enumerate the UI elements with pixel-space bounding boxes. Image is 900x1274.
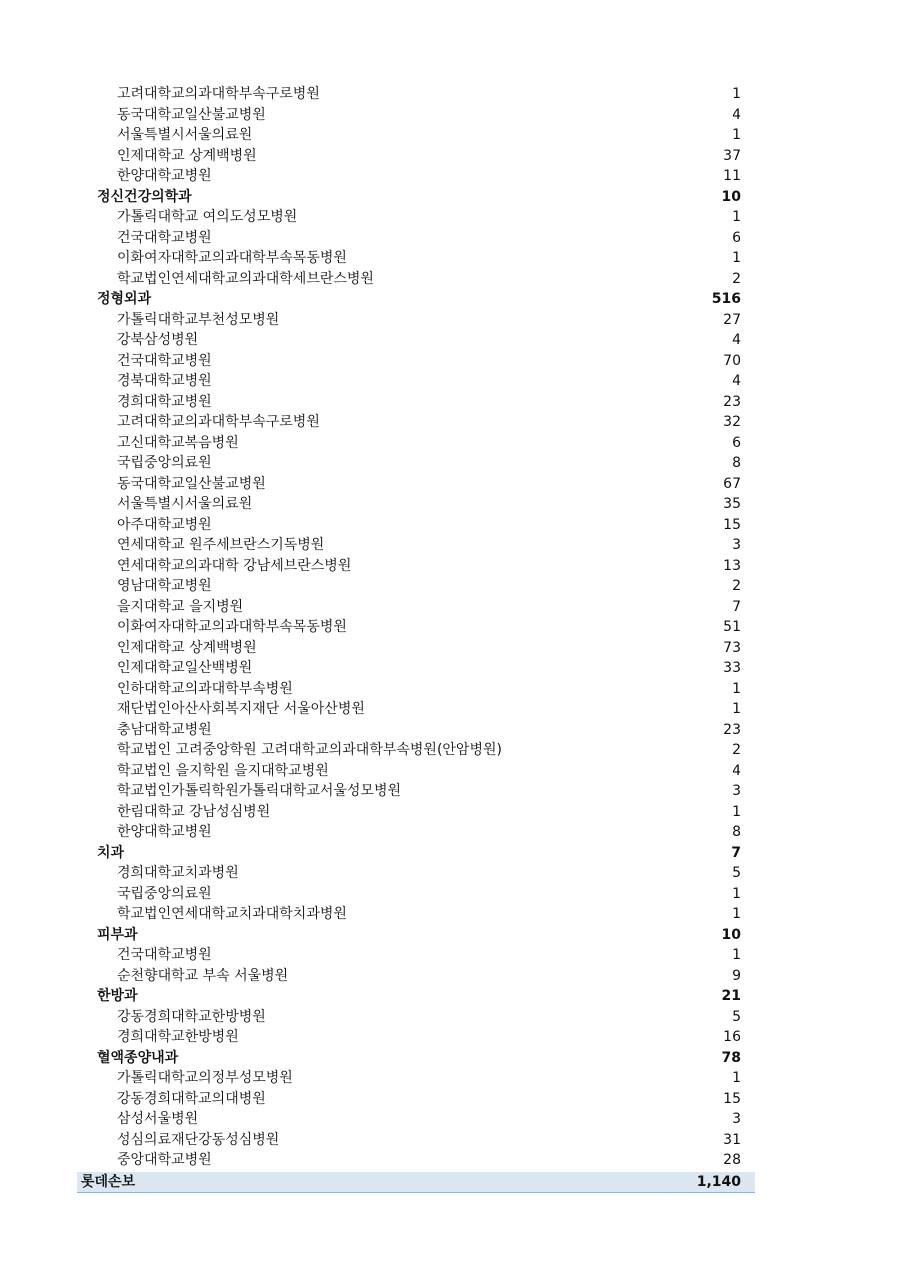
hospital-count: 9 — [732, 967, 741, 984]
hospital-name: 학교법인연세대학교치과대학치과병원 — [117, 906, 347, 922]
hospital-name: 강동경희대학교한방병원 — [117, 1008, 266, 1025]
hospital-count: 1 — [732, 701, 741, 717]
hospital-count: 1 — [732, 250, 741, 266]
hospital-row — [77, 699, 755, 720]
hospital-count: 6 — [732, 434, 741, 451]
hospital-count: 31 — [723, 1131, 741, 1148]
hospital-count: 1 — [732, 680, 741, 697]
hospital-count: 2 — [732, 270, 741, 287]
hospital-count: 5 — [732, 1008, 741, 1025]
hospital-name: 을지대학교 을지병원 — [117, 598, 244, 615]
hospital-count: 13 — [723, 557, 741, 574]
hospital-count: 73 — [723, 639, 741, 656]
hospital-count: 32 — [723, 414, 741, 430]
department-count: 78 — [721, 1049, 741, 1066]
hospital-name: 이화여자대학교의과대학부속목동병원 — [117, 250, 347, 266]
hospital-row — [77, 248, 755, 269]
hospital-name: 순천향대학교 부속 서울병원 — [117, 967, 289, 984]
hospital-count: 11 — [723, 168, 741, 184]
hospital-row — [77, 515, 755, 536]
hospital-row — [77, 392, 755, 413]
hospital-row — [77, 453, 755, 474]
hospital-count: 8 — [732, 455, 741, 471]
hospital-row — [77, 1007, 755, 1028]
hospital-count: 15 — [723, 516, 741, 533]
hospital-name: 아주대학교병원 — [117, 516, 212, 533]
hospital-row — [77, 207, 755, 228]
department-name: 정신건강의학과 — [97, 188, 192, 205]
hospital-count: 3 — [732, 1111, 741, 1127]
hospital-count: 5 — [732, 865, 741, 881]
hospital-row — [77, 576, 755, 597]
hospital-row — [77, 1109, 755, 1130]
hospital-row — [77, 166, 755, 187]
hospital-name: 중앙대학교병원 — [117, 1152, 212, 1168]
hospital-row — [77, 904, 755, 925]
department-row — [77, 289, 755, 310]
hospital-row — [77, 474, 755, 495]
hospital-name: 경희대학교치과병원 — [117, 865, 239, 881]
department-count: 10 — [721, 926, 741, 943]
hospital-row — [77, 105, 755, 126]
department-count: 7 — [731, 844, 741, 861]
department-row — [77, 187, 755, 208]
hospital-name: 학교법인 고려중앙학원 고려대학교의과대학부속병원(안암병원) — [117, 742, 502, 758]
department-name: 혈액종양내과 — [97, 1049, 179, 1066]
hospital-count: 4 — [732, 373, 741, 389]
hospital-row — [77, 863, 755, 884]
hospital-count: 15 — [723, 1090, 741, 1107]
hospital-count: 2 — [732, 578, 741, 594]
hospital-name: 가톨릭대학교 여의도성모병원 — [117, 209, 298, 225]
hospital-row — [77, 330, 755, 351]
department-name: 치과 — [97, 844, 125, 861]
hospital-count: 1 — [732, 803, 741, 820]
hospital-name: 인하대학교의과대학부속병원 — [117, 680, 293, 697]
hospital-name: 인제대학교일산백병원 — [117, 660, 253, 676]
hospital-name: 국립중앙의료원 — [117, 885, 212, 902]
hospital-name: 경북대학교병원 — [117, 373, 212, 389]
hospital-count: 1 — [732, 947, 741, 963]
hospital-row — [77, 966, 755, 987]
hospital-name: 강동경희대학교의대병원 — [117, 1090, 266, 1107]
hospital-count: 23 — [723, 393, 741, 410]
department-row — [77, 1048, 755, 1069]
hospital-row — [77, 84, 755, 105]
hospital-row — [77, 371, 755, 392]
grand-total-row — [77, 1172, 755, 1193]
hospital-row — [77, 679, 755, 700]
department-name: 피부과 — [97, 926, 138, 943]
hospital-count: 51 — [723, 619, 741, 635]
hospital-name: 가톨릭대학교부천성모병원 — [117, 311, 280, 328]
hospital-count: 1 — [732, 86, 741, 102]
hospital-row — [77, 146, 755, 167]
hospital-count: 6 — [732, 229, 741, 246]
hospital-count: 23 — [723, 721, 741, 738]
hospital-count: 2 — [732, 742, 741, 758]
hospital-name: 재단법인아산사회복지재단 서울아산병원 — [117, 701, 365, 717]
hospital-row — [77, 433, 755, 454]
hospital-row — [77, 494, 755, 515]
hospital-name: 동국대학교일산불교병원 — [117, 106, 266, 123]
hospital-name: 고신대학교복음병원 — [117, 434, 239, 451]
hospital-row — [77, 412, 755, 433]
department-name: 한방과 — [97, 988, 138, 1004]
hospital-row — [77, 638, 755, 659]
hospital-name: 건국대학교병원 — [117, 947, 212, 963]
department-row — [77, 843, 755, 864]
hospital-row — [77, 822, 755, 843]
hospital-count: 37 — [723, 147, 741, 164]
hospital-row — [77, 1027, 755, 1048]
hospital-name: 연세대학교 원주세브란스기독병원 — [117, 537, 325, 553]
hospital-row — [77, 1150, 755, 1171]
hospital-name: 국립중앙의료원 — [117, 455, 212, 471]
hospital-count: 27 — [723, 311, 741, 328]
hospital-row — [77, 740, 755, 761]
hospital-name: 충남대학교병원 — [117, 721, 212, 738]
hospital-name: 한양대학교병원 — [117, 168, 212, 184]
hospital-name: 연세대학교의과대학 강남세브란스병원 — [117, 557, 352, 574]
hospital-name: 고려대학교의과대학부속구로병원 — [117, 414, 320, 430]
hospital-row — [77, 720, 755, 741]
hospital-name: 학교법인가톨릭학원가톨릭대학교서울성모병원 — [117, 783, 402, 799]
department-count: 10 — [721, 188, 741, 205]
hospital-row — [77, 1068, 755, 1089]
hospital-row — [77, 945, 755, 966]
hospital-row — [77, 556, 755, 577]
hospital-name: 고려대학교의과대학부속구로병원 — [117, 86, 320, 102]
hospital-row — [77, 1130, 755, 1151]
report-table — [77, 84, 755, 1193]
hospital-name: 서울특별시서울의료원 — [117, 127, 253, 143]
hospital-name: 인제대학교 상계백병원 — [117, 639, 257, 656]
hospital-row — [77, 617, 755, 638]
hospital-name: 강북삼성병원 — [117, 332, 199, 348]
hospital-name: 경희대학교한방병원 — [117, 1029, 239, 1045]
hospital-row — [77, 802, 755, 823]
hospital-count: 4 — [732, 762, 741, 779]
hospital-count: 7 — [732, 598, 741, 615]
hospital-count: 4 — [732, 332, 741, 348]
department-count: 516 — [711, 291, 741, 307]
hospital-row — [77, 597, 755, 618]
hospital-name: 건국대학교병원 — [117, 352, 212, 369]
hospital-name: 건국대학교병원 — [117, 229, 212, 246]
hospital-count: 8 — [732, 824, 741, 840]
hospital-name: 삼성서울병원 — [117, 1111, 199, 1127]
department-count: 21 — [721, 988, 741, 1004]
hospital-row — [77, 535, 755, 556]
hospital-row — [77, 310, 755, 331]
hospital-name: 인제대학교 상계백병원 — [117, 147, 257, 164]
hospital-name: 경희대학교병원 — [117, 393, 212, 410]
hospital-count: 3 — [732, 783, 741, 799]
department-row — [77, 925, 755, 946]
hospital-row — [77, 884, 755, 905]
hospital-row — [77, 1089, 755, 1110]
hospital-count: 1 — [732, 1070, 741, 1086]
hospital-count: 16 — [723, 1029, 741, 1045]
hospital-count: 1 — [732, 906, 741, 922]
hospital-row — [77, 269, 755, 290]
hospital-count: 1 — [732, 885, 741, 902]
hospital-count: 3 — [732, 537, 741, 553]
hospital-row — [77, 351, 755, 372]
hospital-count: 35 — [723, 496, 741, 512]
hospital-count: 28 — [723, 1152, 741, 1168]
department-row — [77, 986, 755, 1007]
hospital-count: 33 — [723, 660, 741, 676]
hospital-name: 한림대학교 강남성심병원 — [117, 803, 271, 820]
hospital-name: 가톨릭대학교의정부성모병원 — [117, 1070, 293, 1086]
hospital-row — [77, 781, 755, 802]
hospital-name: 이화여자대학교의과대학부속목동병원 — [117, 619, 347, 635]
hospital-count: 1 — [732, 209, 741, 225]
hospital-name: 한양대학교병원 — [117, 824, 212, 840]
hospital-name: 영남대학교병원 — [117, 578, 212, 594]
hospital-row — [77, 658, 755, 679]
hospital-name: 학교법인 을지학원 을지대학교병원 — [117, 762, 329, 779]
hospital-count: 70 — [723, 352, 741, 369]
hospital-name: 서울특별시서울의료원 — [117, 496, 253, 512]
hospital-name: 성심의료재단강동성심병원 — [117, 1131, 280, 1148]
hospital-count: 4 — [732, 106, 741, 123]
hospital-name: 동국대학교일산불교병원 — [117, 475, 266, 492]
department-name: 정형외과 — [97, 291, 152, 307]
hospital-count: 67 — [723, 475, 741, 492]
hospital-row — [77, 228, 755, 249]
grand-total-label: 롯데손보 — [81, 1173, 136, 1190]
hospital-row — [77, 125, 755, 146]
hospital-count: 1 — [732, 127, 741, 143]
hospital-name: 학교법인연세대학교의과대학세브란스병원 — [117, 270, 374, 287]
grand-total-value: 1,140 — [696, 1173, 741, 1190]
hospital-row — [77, 761, 755, 782]
